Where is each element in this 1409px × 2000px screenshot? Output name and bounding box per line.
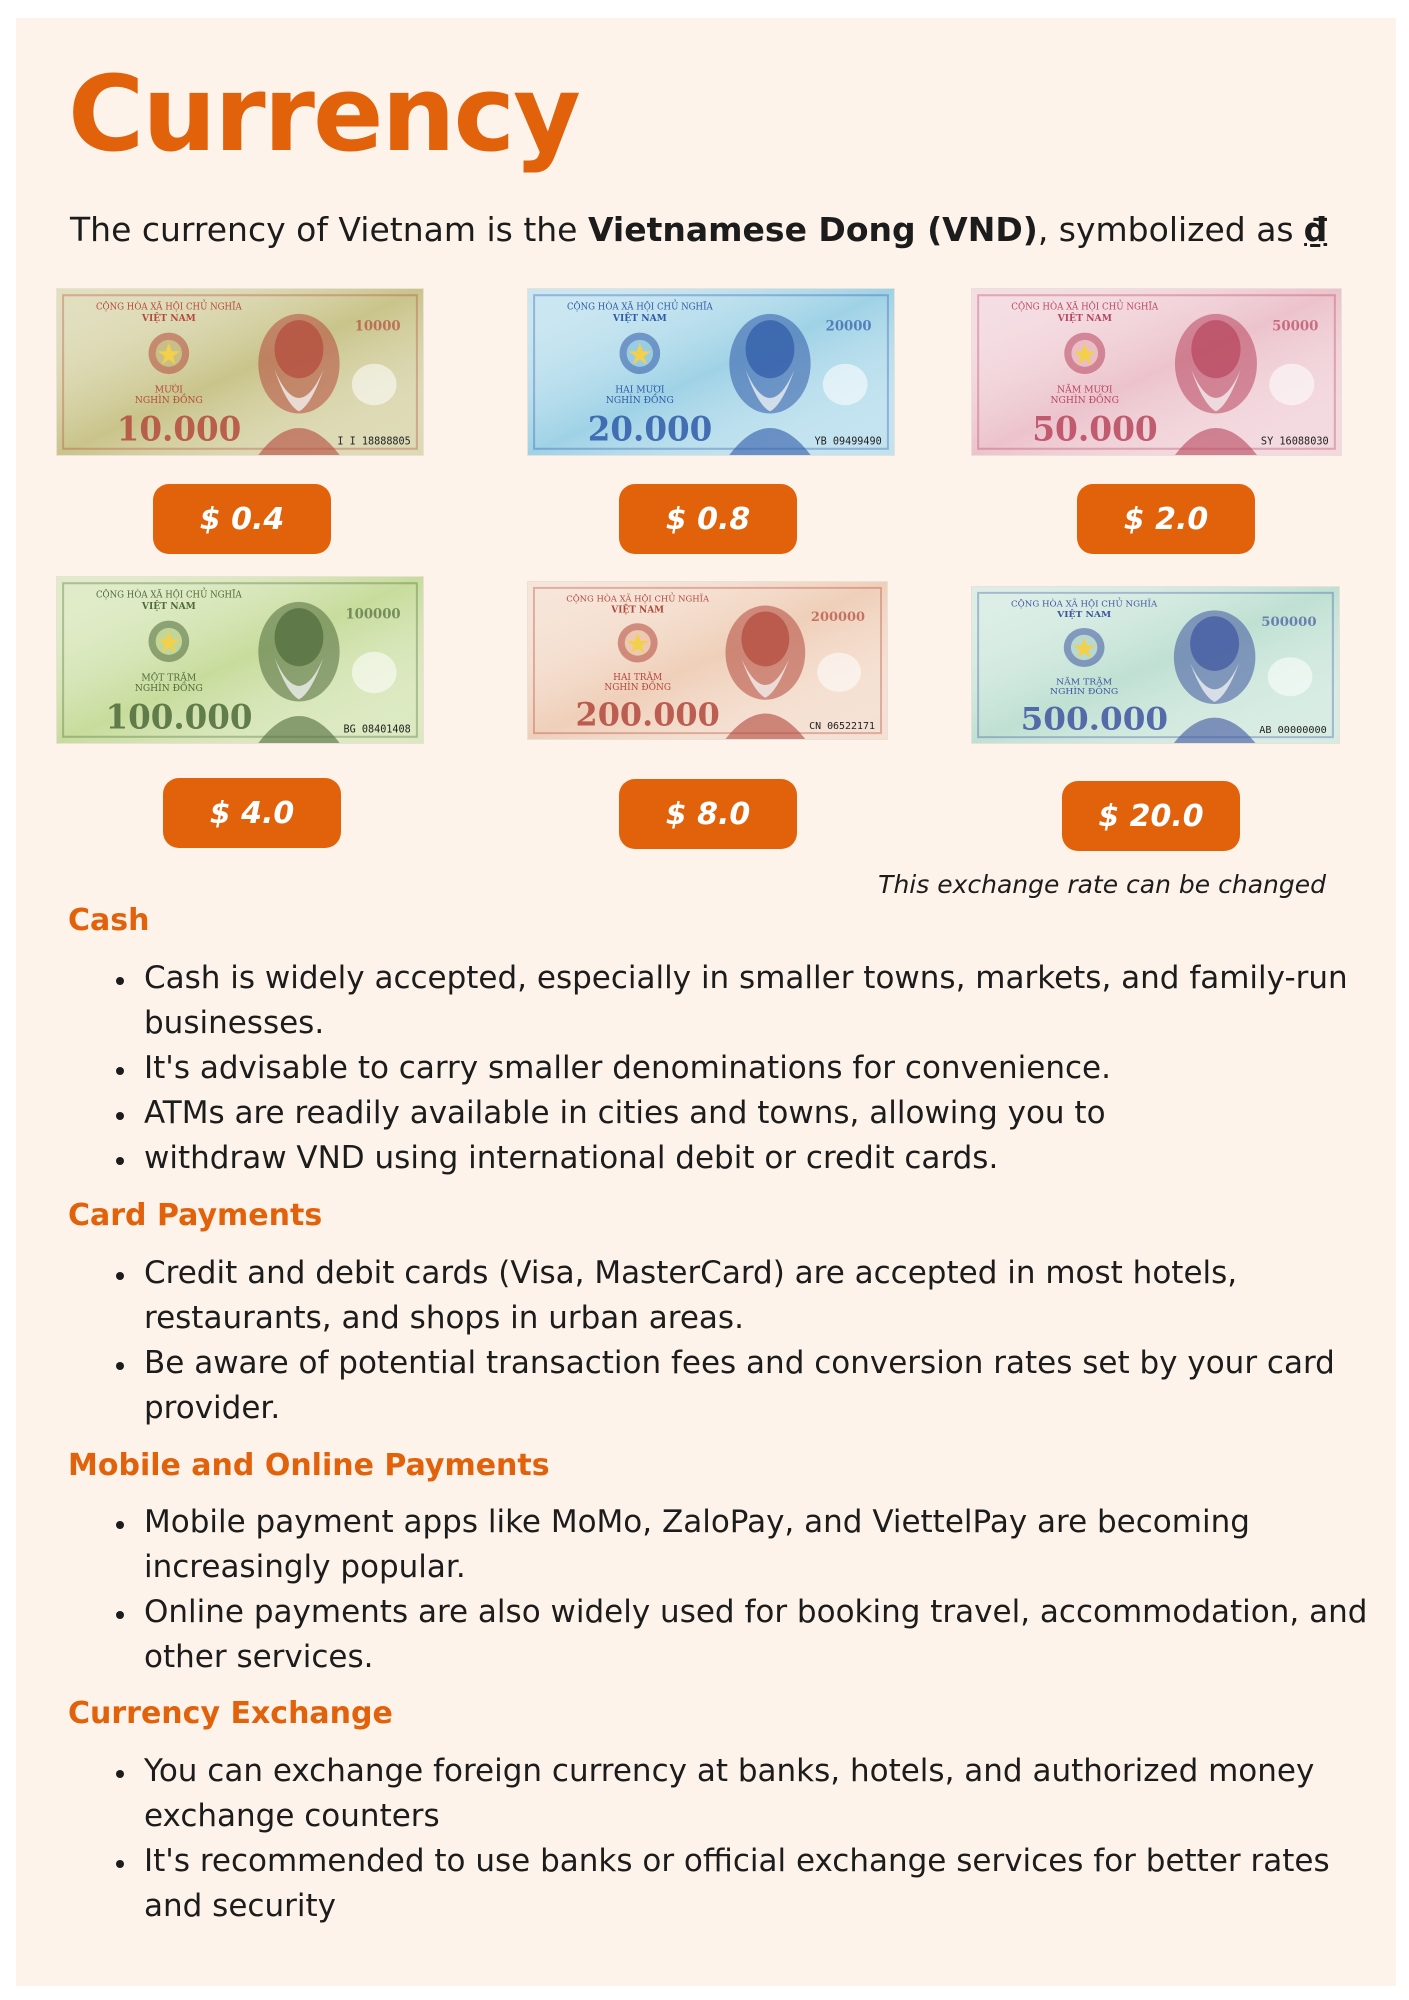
- svg-text:VIỆT NAM: VIỆT NAM: [1057, 313, 1112, 325]
- svg-text:NGHÌN ĐỒNG: NGHÌN ĐỒNG: [605, 395, 674, 407]
- svg-text:NGHÌN ĐỒNG: NGHÌN ĐỒNG: [1050, 395, 1119, 407]
- intro-prefix: The currency of Vietnam is the: [70, 210, 588, 249]
- exchange-rate-note: This exchange rate can be changed: [878, 870, 1326, 899]
- svg-text:AB 00000000: AB 00000000: [1259, 725, 1327, 737]
- banknote-20000-image: [527, 288, 895, 456]
- price-badge-20000: $ 0.8: [619, 484, 797, 554]
- list-item: • Cash is widely accepted, especially in smaller towns, markets, and family-run businesses.: [138, 956, 1378, 1046]
- svg-text:CỘNG HÒA XÃ HỘI CHỦ NGHĨA: CỘNG HÒA XÃ HỘI CHỦ NGHĨA: [1011, 302, 1159, 313]
- svg-text:NGHÌN ĐỒNG: NGHÌN ĐỒNG: [134, 683, 203, 695]
- svg-text:100.000: 100.000: [105, 697, 253, 737]
- svg-text:50.000: 50.000: [1032, 409, 1158, 449]
- section-title-card-payments: Card Payments: [68, 1198, 323, 1233]
- list-item: • ATMs are readily available in cities and towns, allowing you to: [138, 1091, 1378, 1136]
- list-item: • It's advisable to carry smaller denominations for convenience.: [138, 1046, 1378, 1091]
- svg-text:NGHÌN ĐỒNG: NGHÌN ĐỒNG: [604, 682, 672, 693]
- svg-text:500000: 500000: [1261, 615, 1317, 630]
- svg-text:HAI MƯƠI: HAI MƯƠI: [615, 384, 665, 396]
- page-title: Currency: [68, 53, 579, 175]
- svg-text:VIỆT NAM: VIỆT NAM: [141, 313, 196, 325]
- svg-text:MỘT TRĂM: MỘT TRĂM: [141, 672, 197, 684]
- svg-text:10000: 10000: [354, 318, 401, 335]
- banknote-100000-image: [56, 576, 424, 744]
- svg-text:CỘNG HÒA XÃ HỘI CHỦ NGHĨA: CỘNG HÒA XÃ HỘI CHỦ NGHĨA: [1011, 598, 1158, 609]
- svg-text:CN 06522171: CN 06522171: [809, 721, 876, 733]
- mobile-online-payments-list: [98, 1500, 1378, 1680]
- svg-text:NĂM TRĂM: NĂM TRĂM: [1056, 677, 1113, 688]
- svg-text:200000: 200000: [810, 610, 866, 626]
- banknote-50000-image: [971, 288, 1342, 456]
- section-title-mobile-online-payments: Mobile and Online Payments: [68, 1448, 550, 1483]
- section-title-currency-exchange: Currency Exchange: [68, 1696, 393, 1731]
- price-badge-200000: $ 8.0: [619, 779, 797, 849]
- svg-text:CỘNG HÒA XÃ HỘI CHỦ NGHĨA: CỘNG HÒA XÃ HỘI CHỦ NGHĨA: [566, 593, 710, 604]
- svg-text:50000: 50000: [1272, 318, 1319, 335]
- list-item: • Online payments are also widely used for booking travel, accommodation, and other services.: [138, 1590, 1378, 1680]
- currency-name: Vietnamese Dong (VND): [587, 210, 1038, 249]
- list-item: • Mobile payment apps like MoMo, ZaloPay, and ViettelPay are becoming increasingly popular.: [138, 1500, 1378, 1590]
- svg-text:VIỆT NAM: VIỆT NAM: [612, 313, 667, 325]
- svg-text:SY 16088030: SY 16088030: [1260, 435, 1329, 448]
- intro-text: [70, 210, 1327, 250]
- price-badge-100000: $ 4.0: [163, 778, 341, 848]
- svg-text:CỘNG HÒA XÃ HỘI CHỦ NGHĨA: CỘNG HÒA XÃ HỘI CHỦ NGHĨA: [566, 302, 713, 313]
- banknote-10000-image: [56, 288, 424, 456]
- svg-text:MƯỜI: MƯỜI: [154, 384, 183, 396]
- svg-text:200.000: 200.000: [575, 696, 720, 734]
- svg-text:HAI TRĂM: HAI TRĂM: [613, 673, 663, 684]
- list-item: • It's recommended to use banks or official exchange services for better rates and security: [138, 1839, 1378, 1929]
- svg-text:500.000: 500.000: [1020, 700, 1169, 738]
- currency-symbol: ₫: [1304, 210, 1328, 249]
- svg-text:100000: 100000: [345, 606, 401, 623]
- svg-text:VIỆT NAM: VIỆT NAM: [611, 605, 665, 616]
- list-item: • Credit and debit cards (Visa, MasterCard) are accepted in most hotels, restaurants, and shops in urban areas.: [138, 1251, 1378, 1341]
- svg-text:20000: 20000: [825, 318, 872, 335]
- list-item: • withdraw VND using international debit or credit cards.: [138, 1136, 1378, 1181]
- svg-text:VIỆT NAM: VIỆT NAM: [141, 601, 196, 613]
- svg-text:YB 09499490: YB 09499490: [814, 435, 882, 448]
- svg-text:CỘNG HÒA XÃ HỘI CHỦ NGHĨA: CỘNG HÒA XÃ HỘI CHỦ NGHĨA: [95, 590, 242, 601]
- svg-text:20.000: 20.000: [587, 409, 713, 449]
- svg-text:NGHÌN ĐỒNG: NGHÌN ĐỒNG: [1050, 687, 1119, 698]
- currency-exchange-list: [98, 1749, 1378, 1929]
- svg-text:I I 18888805: I I 18888805: [337, 435, 411, 448]
- cash-list: [98, 956, 1378, 1181]
- svg-text:10.000: 10.000: [116, 409, 242, 449]
- banknote-500000-image: [971, 586, 1340, 744]
- price-badge-10000: $ 0.4: [153, 484, 331, 554]
- list-item: • Be aware of potential transaction fees and conversion rates set by your card provider.: [138, 1341, 1378, 1431]
- page-background: [16, 18, 1396, 1986]
- svg-text:VIỆT NAM: VIỆT NAM: [1057, 610, 1112, 621]
- price-badge-50000: $ 2.0: [1077, 484, 1255, 554]
- banknote-200000-image: [527, 581, 888, 740]
- intro-middle: , symbolized as: [1037, 210, 1305, 249]
- section-title-cash: Cash: [68, 903, 150, 938]
- card-payments-list: [98, 1251, 1378, 1431]
- price-badge-500000: $ 20.0: [1062, 781, 1240, 851]
- svg-text:BG 08401408: BG 08401408: [343, 723, 411, 736]
- list-item: • You can exchange foreign currency at banks, hotels, and authorized money exchange counters: [138, 1749, 1378, 1839]
- svg-text:CỘNG HÒA XÃ HỘI CHỦ NGHĨA: CỘNG HÒA XÃ HỘI CHỦ NGHĨA: [95, 302, 242, 313]
- svg-text:NGHÌN ĐỒNG: NGHÌN ĐỒNG: [134, 395, 203, 407]
- svg-text:NĂM MƯƠI: NĂM MƯƠI: [1057, 384, 1113, 396]
